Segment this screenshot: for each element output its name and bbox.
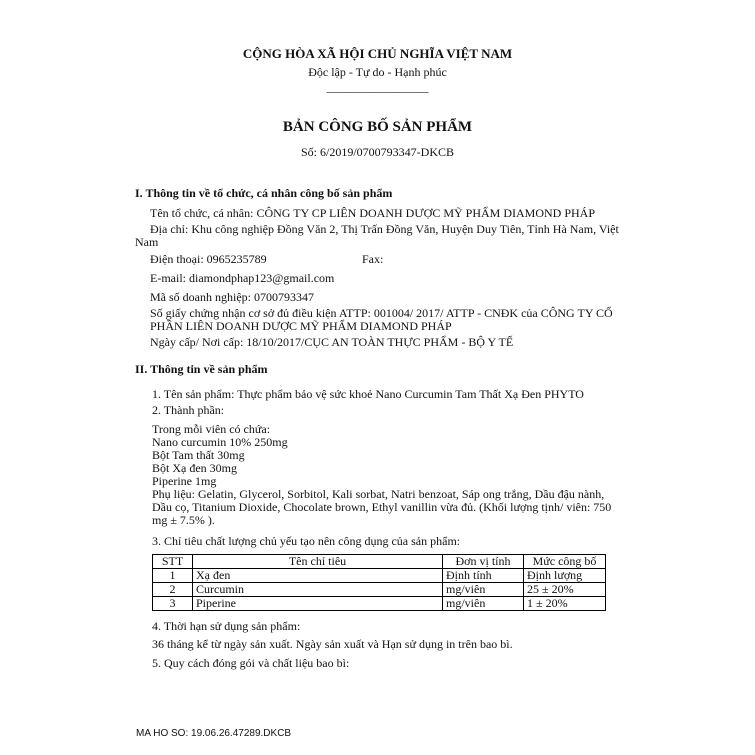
section-1-heading: I. Thông tin về tổ chức, cá nhân công bố sản phẩm	[135, 186, 393, 200]
fax: Fax:	[362, 252, 384, 266]
table-header: Mức công bố	[524, 555, 606, 569]
record-number: MA HO SO: 19.06.26.47289.DKCB	[136, 728, 292, 739]
table-header: STT	[153, 555, 193, 569]
quality-table	[152, 554, 606, 611]
ingredient: Nano curcumin 10% 250mg	[152, 435, 288, 449]
document-title: BẢN CÔNG BỐ SẢN PHẨM	[282, 119, 473, 135]
email: E-mail: diamondphap123@gmail.com	[150, 271, 335, 285]
table-row	[153, 597, 606, 611]
table-row	[153, 569, 606, 583]
table-cell: 2	[153, 583, 193, 597]
header-rule: _________________	[326, 80, 429, 94]
packaging-label: 5. Quy cách đóng gói và chất liệu bao bì:	[152, 656, 350, 670]
excipients: Phụ liệu: Gelatin, Glycerol, Sorbitol, Kali sorbat, Natri benzoat, Sáp ong trắng, Dầu đậu nành, Dầu cọ, Titanium Dioxide, Chocolate brown, Ethyl vanillin vừa đủ. (Khối lượng tịnh/ viên: 750 mg ± 7.5% ).	[152, 487, 612, 527]
table-header-row	[153, 555, 606, 569]
section-2-heading: II. Thông tin về sản phẩm	[135, 362, 268, 376]
table-cell: Curcumin	[193, 583, 443, 597]
shelf-life-label: 4. Thời hạn sử dụng sản phẩm:	[152, 619, 301, 633]
table-cell: Xạ đen	[193, 569, 443, 583]
per-capsule-label: Trong mỗi viên có chứa:	[152, 422, 271, 436]
table-cell: mg/viên	[443, 583, 524, 597]
table-cell: 25 ± 20%	[524, 583, 606, 597]
certificate: Số giấy chứng nhận cơ sở đủ điều kiện ATTP: 001004/ 2017/ ATTP - CNĐK của CÔNG TY CỔ PHẦN LIÊN DOANH DƯỢC MỸ PHẨM DIAMOND PHÁP	[150, 306, 613, 333]
ingredient: Piperine 1mg	[152, 474, 217, 488]
ingredient: Bột Tam thất 30mg	[152, 448, 245, 462]
table-row	[153, 583, 606, 597]
org-name: Tên tổ chức, cá nhân: CÔNG TY CP LIÊN DOANH DƯỢC MỸ PHẨM DIAMOND PHÁP	[150, 206, 596, 220]
tax-code: Mã số doanh nghiệp: 0700793347	[150, 290, 314, 304]
product-name: 1. Tên sản phẩm: Thực phẩm bảo vệ sức khoẻ Nano Curcumin Tam Thất Xạ Đen PHYTO	[152, 387, 584, 401]
table-cell: Định tính	[443, 569, 524, 583]
table-cell: 1	[153, 569, 193, 583]
shelf-life: 36 tháng kể từ ngày sản xuất. Ngày sản xuất và Hạn sử dụng in trên bao bì.	[152, 637, 513, 651]
table-header: Tên chỉ tiêu	[193, 555, 443, 569]
motto: Độc lập - Tự do - Hạnh phúc	[308, 65, 447, 79]
country-name: CỘNG HÒA XÃ HỘI CHỦ NGHĨA VIỆT NAM	[242, 46, 513, 61]
phone: Điện thoại: 0965235789	[150, 252, 267, 266]
issue-info: Ngày cấp/ Nơi cấp: 18/10/2017/CỤC AN TOÀN THỰC PHẨM - BỘ Y TẾ	[150, 335, 514, 349]
table-cell: Piperine	[193, 597, 443, 611]
quality-criteria-label: 3. Chỉ tiêu chất lượng chủ yếu tạo nên công dụng của sản phẩm:	[152, 534, 461, 548]
ingredient: Bột Xạ đen 30mg	[152, 461, 237, 475]
org-address: Địa chỉ: Khu công nghiệp Đồng Văn 2, Thị Trấn Đồng Văn, Huyện Duy Tiên, Tỉnh Hà Nam, Việt Nam	[135, 222, 619, 249]
table-header: Đơn vị tính	[443, 555, 524, 569]
document-number: Số: 6/2019/0700793347-DKCB	[300, 145, 454, 159]
table-cell: 1 ± 20%	[524, 597, 606, 611]
table-cell: mg/viên	[443, 597, 524, 611]
table-cell: 3	[153, 597, 193, 611]
composition-label: 2. Thành phần:	[152, 403, 225, 417]
table-cell: Định lượng	[524, 569, 606, 583]
